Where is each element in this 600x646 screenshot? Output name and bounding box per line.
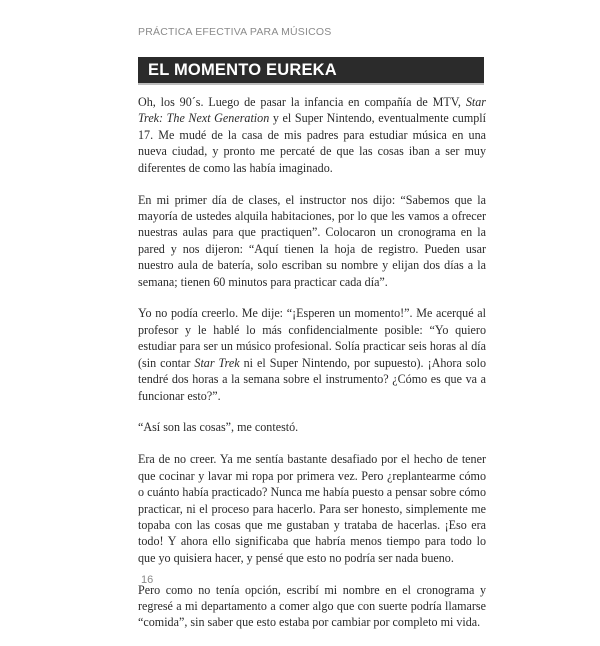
italic-title: Star Trek xyxy=(194,355,240,370)
paragraph-2: En mi primer día de clases, el instructor nos dijo: “Sabemos que la mayoría de ustedes alquila habitaciones, por lo que les vamos a ofrecer nuestras aulas para que practiquen”. Colocaron un cronograma en la pared y nos dijeron: “Aquí tienen la hoja de registro. Pueden usar nuestro aula de batería, solo escriban su nombre y elijan dos días a la semana; tienen 60 minutos para practicar cada día”. xyxy=(138,192,486,289)
italic-title: Star Trek: The Next Generation xyxy=(138,95,486,126)
paragraph-text: Oh, los 90´s. Luego de pasar la infancia en compañía de MTV, xyxy=(138,95,466,109)
paragraph-1 xyxy=(138,94,486,176)
paragraph-5: Era de no creer. Ya me sentía bastante desafiado por el hecho de tener que cocinar y lavar mi ropa por primera vez. Pero ¿replantearme cómo o cuánto había practicado? Nunca me había puesto a pensar sobre cómo practicar, ni el proceso para hacerlo. Para ser honesto, simplemente me topaba con las cosas que me gustaban y trataba de hacerlas. ¡Eso era todo! Y ahora ello significaba que habría menos tiempo para todo lo que yo quisiera hacer, y pensé que esto no podría ser nada bueno. xyxy=(138,452,486,565)
chapter-title-bar xyxy=(138,57,484,85)
chapter-title: EL MOMENTO EUREKA xyxy=(148,61,337,79)
paragraph-text: Yo no podía creerlo. Me dije: “¡Esperen un momento!”. Me acerqué al profesor y le hablé lo más confidencialmente posible: “Yo quiero estudiar para ser un músico profesional. Solía practicar seis horas al día (sin contar xyxy=(138,306,486,370)
paragraph-3 xyxy=(138,305,486,403)
page-number: 16 xyxy=(141,574,154,586)
paragraph-text: ni el Super Nintendo, por supuesto). ¡Ahora solo tendré dos horas a la semana sobre el instrumento? ¿Cómo es que va a funcionar esto?”. xyxy=(138,355,487,403)
body-text xyxy=(138,94,486,646)
paragraph-4: “Así son las cosas”, me contestó. xyxy=(138,420,299,435)
running-head: PRÁCTICA EFECTIVA PARA MÚSICOS xyxy=(138,26,332,38)
paragraph-text: y el Super Nintendo, eventualmente cumplí 17. Me mudé de la casa de mis padres para estudiar música en una nueva ciudad, y pronto me percaté de que las cosas iban a ser muy diferentes de como las había imaginado. xyxy=(138,111,486,175)
paragraph-6: Pero como no tenía opción, escribí mi nombre en el cronograma y regresé a mi departamento a comer algo que con suerte podría llamarse “comida”, sin saber que esto estaba por cambiar por completo mi vida. xyxy=(138,582,486,630)
